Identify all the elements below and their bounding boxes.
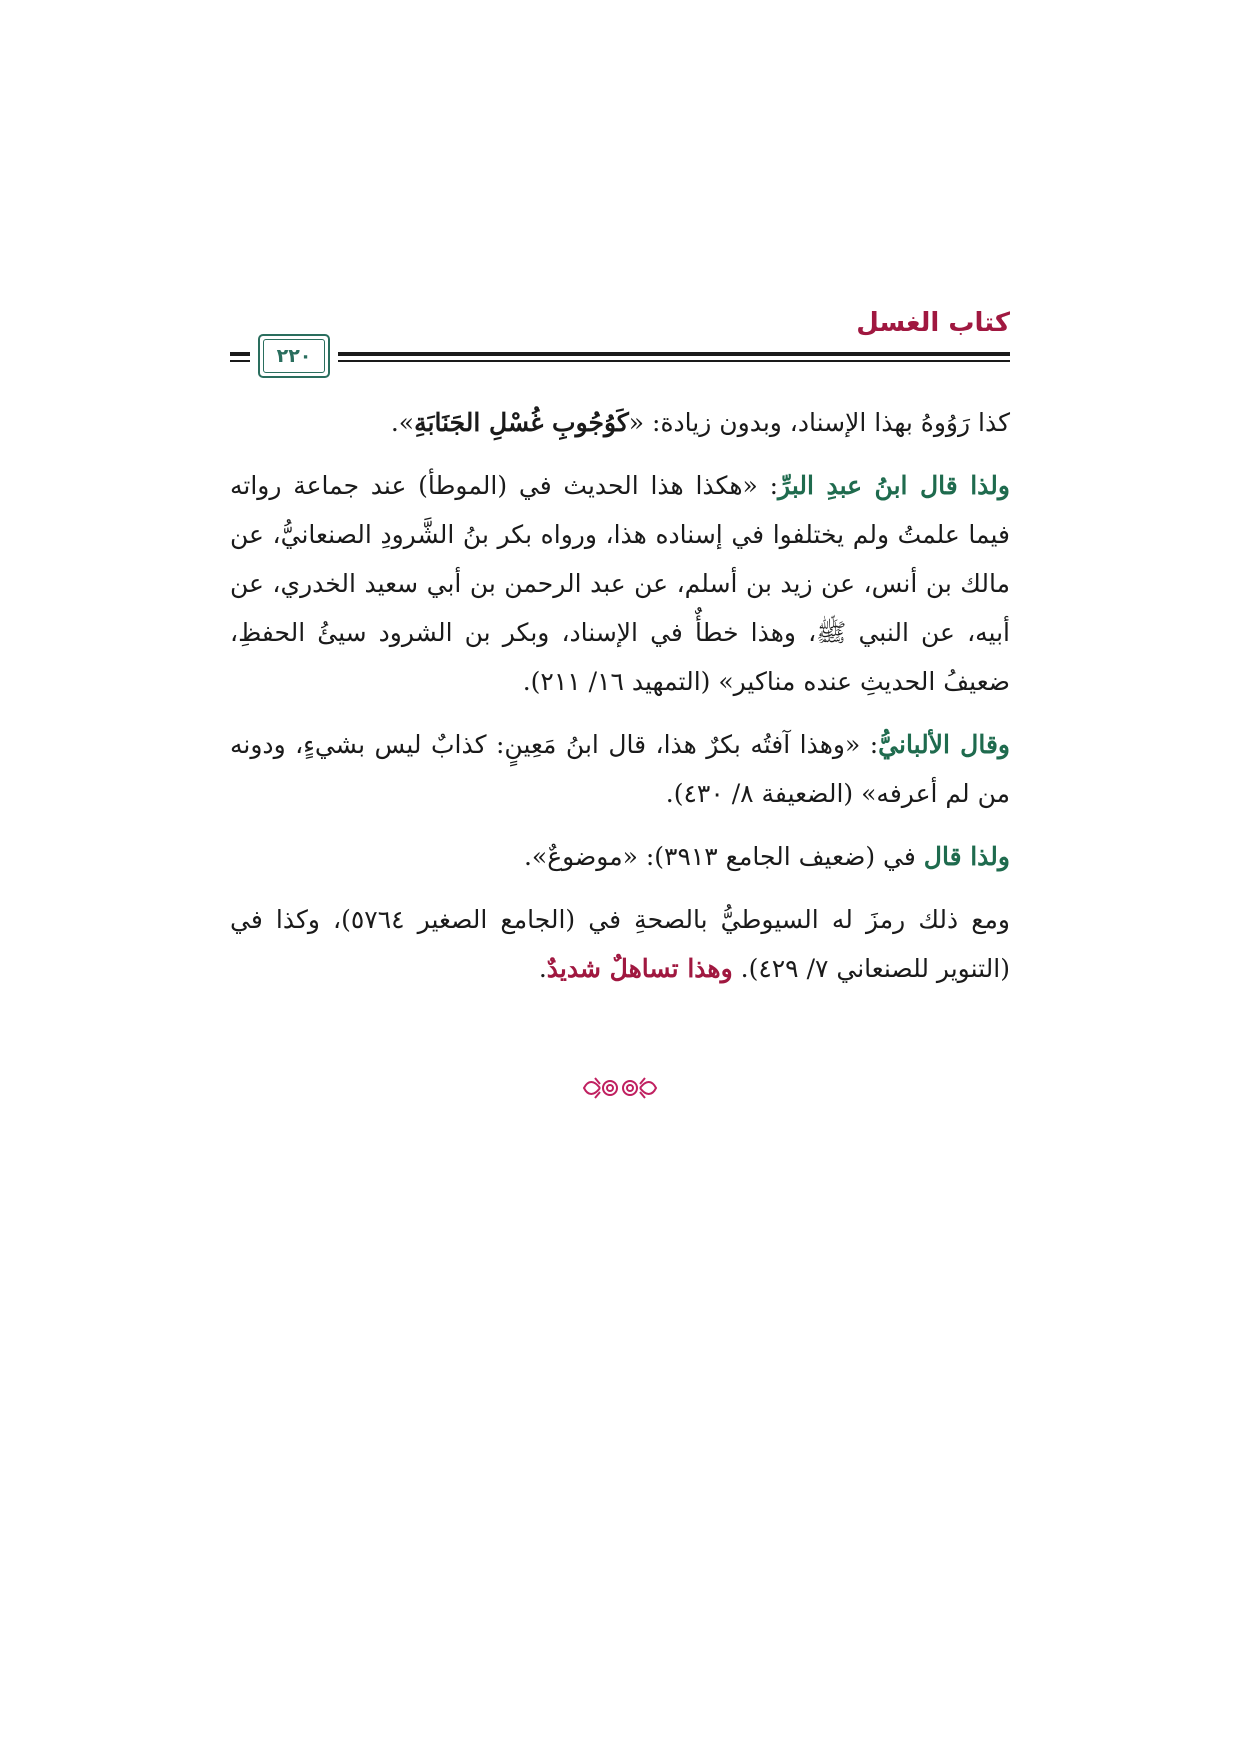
paragraph-1-end: ». [390,408,415,437]
main-text [230,398,1010,1007]
paragraph-3 [230,720,1010,818]
page-number: ٢٢٠ [263,339,325,373]
verdict-highlight: وهذا تساهلٌ شديدٌ [546,954,733,983]
scholar-name-albani: وقال الألبانيُّ [878,730,1010,759]
page-number-badge [258,334,330,378]
page-header [230,308,1010,368]
book-title: كتاب الغسل [856,308,1010,338]
paragraph-5 [230,895,1010,993]
paragraph-4-lead: ولذا قال [923,842,1010,871]
paragraph-5-end: . [538,954,547,983]
header-rule-thin [230,360,1010,362]
header-rule-thick [230,352,1010,356]
paragraph-1 [230,398,1010,447]
scholar-name-ibn-abd-al-barr: ولذا قال ابنُ عبدِ البرِّ [778,471,1010,500]
paragraph-2-text: : «هكذا هذا الحديث في (الموطأ) عند جماعة رواته فيما علمتُ ولم يختلفوا في إسناده هذا، ورواه بكر بنُ الشَّرودِ الصنعانيُّ، عن مالك بن أنس، عن زيد بن أسلم، عن عبد الرحمن بن أبي سعيد الخدري، عن أبيه، عن النبي ﷺ، وهذا خطأٌ في الإسناد، وبكر بن الشرود سيئُ الحفظِ، ضعيفُ الحديثِ عنده مناكير» (التمهيد ١٦/ ٢١١). [230,471,1010,696]
paragraph-4-text: في (ضعيف الجامع ٣٩١٣): «موضوعٌ». [523,842,924,871]
paragraph-2 [230,461,1010,706]
paragraph-3-text: : «وهذا آفتُه بكرٌ هذا، قال ابنُ مَعِينٍ: كذابٌ ليس بشيءٍ، ودونه من لم أعرفه» (الضعيفة ٨/ ٤٣٠). [230,730,1010,808]
paragraph-4 [230,832,1010,881]
hadith-quote: كَوُجُوبِ غُسْلِ الجَنَابَةِ [414,408,629,437]
paragraph-1-text: كذا رَوُوهُ بهذا الإسناد، وبدون زيادة: « [628,408,1010,437]
floral-divider-icon [580,1072,660,1104]
paragraph-5-text: ومع ذلك رمزَ له السيوطيُّ بالصحةِ في (الجامع الصغير ٥٧٦٤)، وكذا في (التنوير للصنعاني ٧/ ٤٢٩). [230,905,1011,983]
